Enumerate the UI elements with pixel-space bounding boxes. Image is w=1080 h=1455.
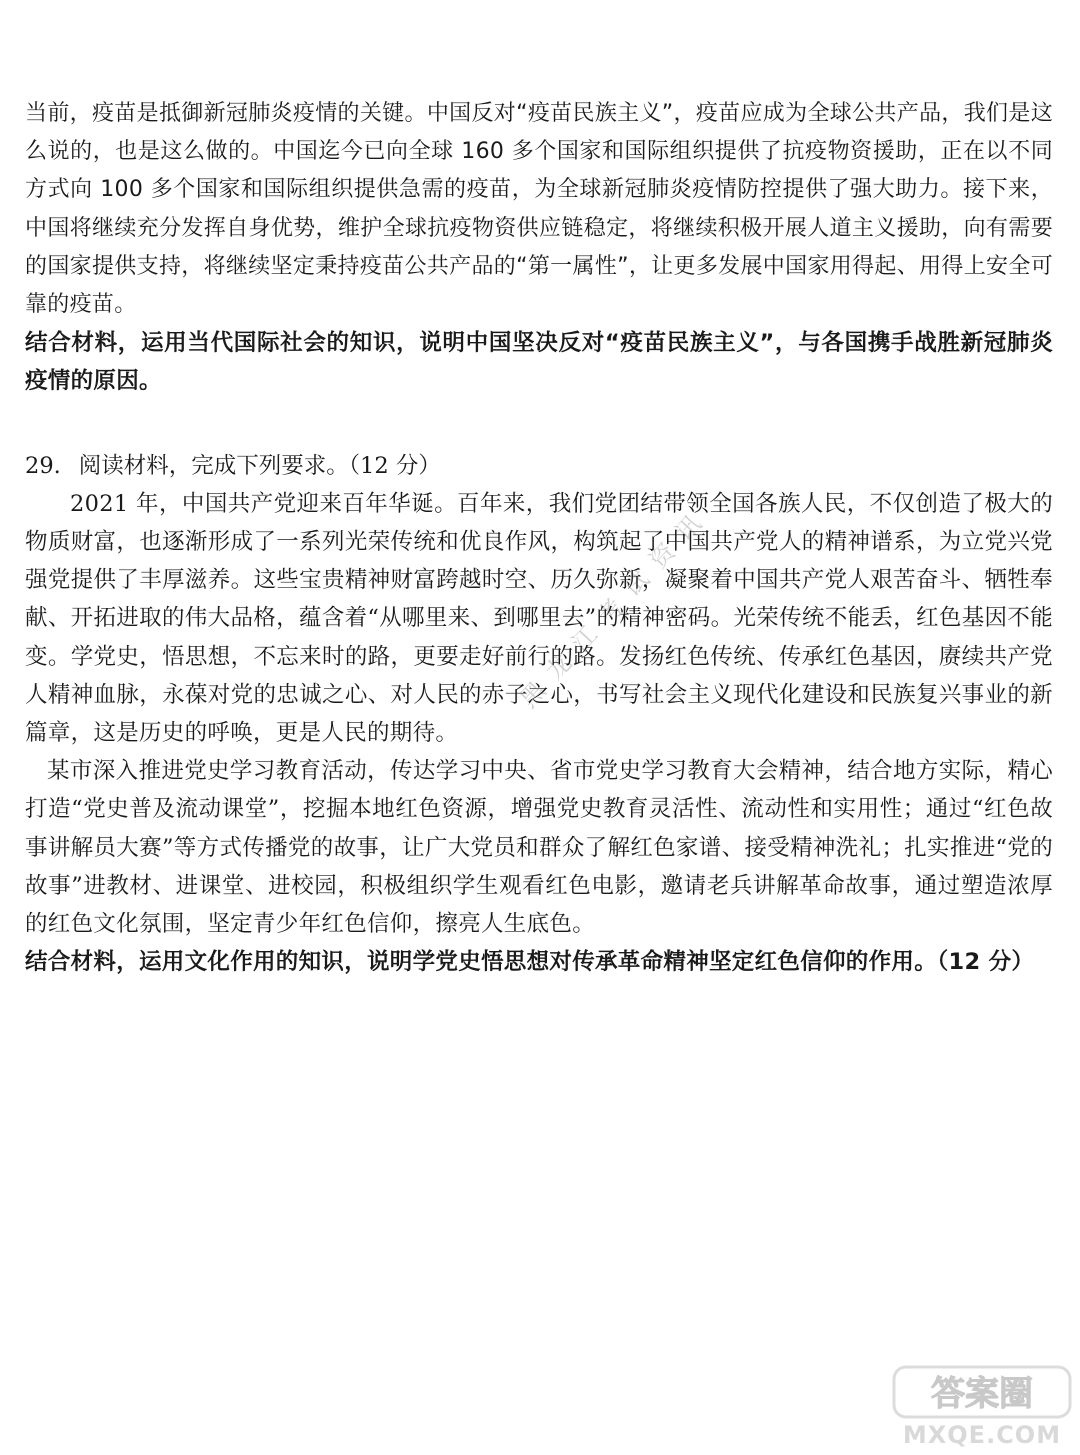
q29-heading: 阅读材料，完成下列要求。（12 分）: [78, 452, 441, 479]
q29-heading-line: [25, 443, 1053, 485]
site-logo: [892, 1363, 1072, 1449]
q29-question: 结合材料，运用文化作用的知识，说明学党史悟思想对传承革命精神坚定红色信仰的作用。（12 分）: [25, 949, 1035, 976]
section-gap: [25, 401, 1053, 443]
watermark-text: 黑龙江考试资讯: [514, 499, 717, 714]
q28-material: 当前，疫苗是抵御新冠肺炎疫情的关键。中国反对“疫苗民族主义”，疫苗应成为全球公共产品，我们是这么说的，也是这么做的。中国迄今已向全球 160 多个国家和国际组织提供了抗疫物资援助，正在以不同方式向 100 多个国家和国际组织提供急需的疫苗，为全球新冠肺炎疫情防控提供了强大助力。接下来，中国将继续充分发挥自身优势，维护全球抗疫物资供应链稳定，将继续积极开展人道主义援助，向有需要的国家提供支持，将继续坚定秉持疫苗公共产品的“第一属性”，让更多发展中国家用得起、用得上安全可靠的疫苗。: [25, 101, 1053, 318]
logo-site-text: MXQE.COM: [902, 1421, 1062, 1449]
q29-number: 29.: [25, 452, 61, 479]
q29-paragraph-2: 某市深入推进党史学习教育活动，传达学习中央、省市党史学习教育大会精神，结合地方实际，精心打造“党史普及流动课堂”，挖掘本地红色资源，增强党史教育灵活性、流动性和实用性；通过“红色故事讲解员大赛”等方式传播党的故事，让广大党员和群众了解红色家谱、接受精神洗礼；扎实推进“党的故事”进教材、进课堂、进校园，积极组织学生观看红色电影，邀请老兵讲解革命故事，通过塑造浓厚的红色文化氛围，坚定青少年红色信仰，擦亮人生底色。: [25, 758, 1053, 938]
q28-question: 结合材料，运用当代国际社会的知识，说明中国坚决反对“疫苗民族主义”，与各国携手战胜新冠肺炎疫情的原因。: [25, 330, 1053, 395]
exam-page: [25, 95, 1053, 981]
logo-mark-text: 答案圈: [931, 1374, 1033, 1414]
logo-mark-icon: [892, 1363, 1072, 1421]
q29-paragraph-1: 2021 年，中国共产党迎来百年华诞。百年来，我们党团结带领全国各族人民，不仅创造了极大的物质财富，也逐渐形成了一系列光荣传统和优良作风，构筑起了中国共产党人的精神谱系，为立党兴党强党提供了丰厚滋养。这些宝贵精神财富跨越时空、历久弥新，凝聚着中国共产党人艰苦奋斗、牺牲奉献、开拓进取的伟大品格，蕴含着“从哪里来、到哪里去”的精神密码。光荣传统不能丢，红色基因不能变。学党史，悟思想，不忘来时的路，更要走好前行的路。发扬红色传统、传承红色基因，赓续共产党人精神血脉，永葆对党的忠诚之心、对人民的赤子之心，书写社会主义现代化建设和民族复兴事业的新篇章，这是历史的呼唤，更是人民的期待。: [25, 490, 1053, 747]
